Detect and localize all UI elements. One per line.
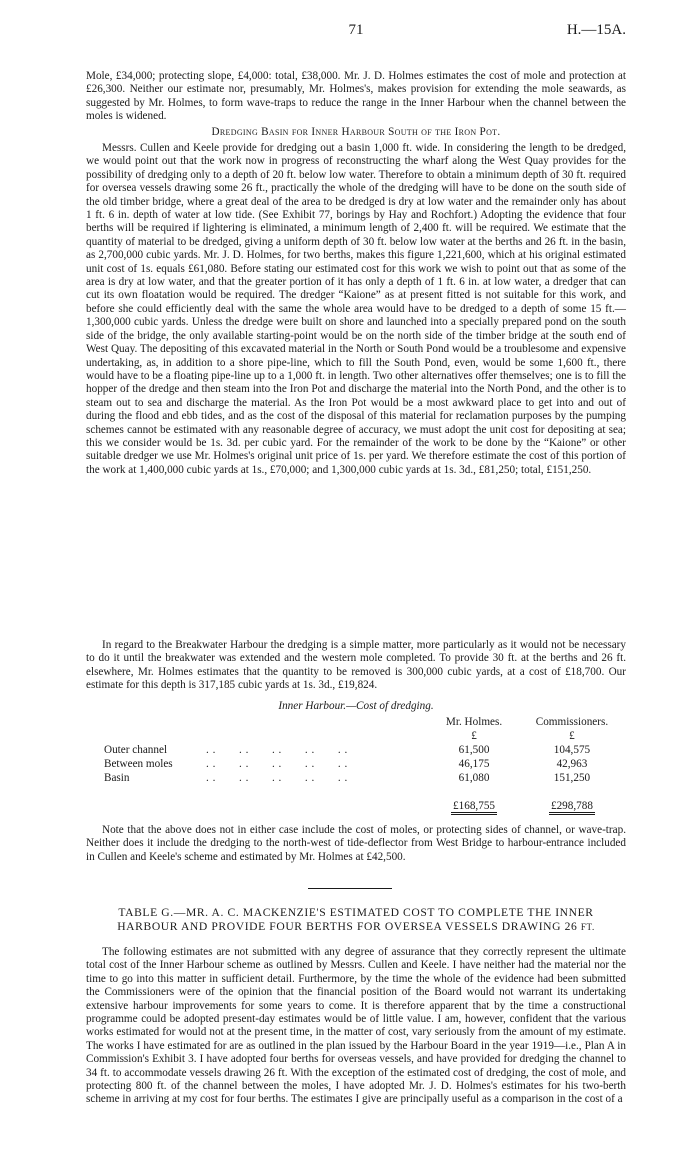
row-value-commissioners: 151,250: [553, 772, 591, 785]
cost-table-caption: Inner Harbour.—Cost of dredging.: [278, 700, 434, 712]
table-g-heading-line1: TABLE G.—MR. A. C. MACKENZIE'S ESTIMATED COST TO COMPLETE THE INNER: [118, 906, 594, 919]
table-g-heading-unit: FT.: [580, 922, 595, 932]
row-value-holmes: 61,080: [458, 772, 490, 785]
cost-of-dredging-table: [86, 716, 626, 814]
paragraph-mole-cost: Mole, £34,000; protecting slope, £4,000: total, £38,000. Mr. J. D. Holmes estimates the cost of mole and protection at £26,300. Neither our estimate nor, presumably, Mr. Holmes's, makes provision for extending the mole seawards, as suggested by Mr. Holmes, to form wave-traps to reduce the range in the Inner Harbour when the channel between the moles is widened.: [86, 70, 626, 123]
paragraph-mackenzie-estimates: The following estimates are not submitted with any degree of assurance that they correctly represent the ultimate total cost of the Inner Harbour scheme as outlined by Messrs. Cullen and Keele. I have neither had the material nor the time to go into this matter in sufficient detail. Furthermore, by the time the whole of the evidence had been submitted the Commissioners were of the opinion that the financial position of the Board would not warrant its undertaking extensive harbour improvements for some years to come. It is therefore apparent that by the time a constructional programme could be adopted present-day estimates would be of little value. I am, however, confident that the various works estimated for would not at the present time, in the matter of cost, vary seriously from the amount of my estimate. The works I have estimated for are as outlined in the plan issued by the Harbour Board in the year 1919—i.e., Plan A in Commission's Exhibit 3. I have adopted four berths for overseas vessels, and have provided for dredging the channel to 34 ft. to accommodate vessels drawing 26 ft. With the exception of the estimated cost of dredging, the cost of mole, and protecting 800 ft. of the channel between the moles, I have adopted Mr. J. D. Holmes's estimates for his two-berth scheme in arriving at my cost for four berths. The estimates I give are principally useful as a comparison in the cost of a: [86, 946, 626, 1106]
row-label: Basin: [104, 772, 130, 785]
column-header-commissioners: Commissioners.: [535, 716, 609, 729]
page-reference: H.—15A.: [566, 22, 626, 38]
table-unit-row: [86, 730, 626, 744]
paragraph-dredging-basin: Messrs. Cullen and Keele provide for dredging out a basin 1,000 ft. wide. In considering the length to be dredged, we would point out that the work now in progress of reconstructing the wharf along the West Quay provides for the possibility of dredging only to a depth of 20 ft. below low water. Therefore to obtain a minimum depth of 30 ft. required for oversea vessels drawing some 26 ft., practically the whole of the dredging will have to be done on the south side of the old timber bridge, where a great deal of the area to be dredged is dry at low water and the remainder only has about 1 ft. 6 in. depth of water at low tide. (See Exhibit 77, borings by Hay and Rochfort.) Adopting the evidence that four berths will be required if lightering is eliminated, a minimum length of 2,400 ft. will be required. We estimate that the quantity of material to be dredged, giving a uniform depth of 30 ft. below low water at the berths and 26 ft. in the basin, as 2,700,000 cubic yards. Mr. J. D. Holmes, for two berths, makes this figure 1,221,600, which at his original estimated unit cost of 1s. equals £61,080. Before stating our estimated cost for this work we wish to point out that as some of the area is dry at low water, and that the greater portion of it has only a depth of 1 ft. 6 in. at low water, a dredger that can cut its own floatation would be required. The dredger “Kaione” as at present fitted is not suitable for this work, and before she could efficiently deal with the same the whole area would have to be dredged to a depth of some 15 ft.—1,300,000 cubic yards. Unless the dredge were built on shore and launched into a specially prepared pond on the south side of the bridge, the only available starting-point would be on the north side of the timber bridge at the south end of West Quay. The depositing of this excavated material in the North or South Pond would be a troublesome and expensive undertaking, as, in addition to a shore pipe-line, which to fill the South Pond, even, would be some 1,600 ft., there would have to be a floating pipe-line up to a 1,000 ft. in length. Two other alternatives offer themselves; one is to fill the hopper of the dredge and then steam into the Iron Pot and discharge the material into the North Pond, and the other is to steam out to sea and discharge the material. As the Iron Pot would be a most awkward place to get into and out of during the flood and ebb tides, and as the cost of the disposal of this material for reclamation purposes by the pumping schemes cannot be estimated with any reasonable degree of accuracy, we must adopt the unit cost for depositing at sea; this we consider would be 1s. 3d. per cubic yard. For the remainder of the work to be done by the “Kaione” or other suitable dredger we use Mr. Holmes's original unit price of 1s. per yard. We therefore estimate the cost of this portion of the work at 1,400,000 cubic yards at 1s., £70,000; and 1,300,000 cubic yards at 1s. 3d., £81,250; total, £151,250.: [86, 142, 626, 476]
dot-leader: . . . . . . . . . .: [206, 772, 348, 785]
row-value-holmes: 61,500: [458, 744, 490, 757]
section-divider: [308, 888, 392, 889]
row-value-commissioners: 42,963: [556, 758, 588, 771]
table-g-heading: [86, 906, 626, 934]
section-heading-dredging-basin: Dredging Basin for Inner Harbour South of the Iron Pot.: [211, 126, 501, 138]
table-spacer-row: [86, 786, 626, 800]
total-commissioners: £298,788: [549, 800, 595, 815]
page-number: 71: [348, 22, 364, 38]
paragraph-note-exclusions: Note that the above does not in either case include the cost of moles, or protecting sides of channel, or wave-trap. Neither does it include the dredging to the north-west of tide-deflector from West Bridge to harbour-entrance included in Cullen and Keele's scheme and estimated by Mr. Holmes at £42,500.: [86, 824, 626, 863]
total-holmes: £168,755: [451, 800, 497, 815]
row-value-holmes: 46,175: [458, 758, 490, 771]
column-header-holmes: Mr. Holmes.: [445, 716, 503, 729]
page-header: [86, 24, 626, 48]
table-row: [86, 772, 626, 786]
table-total-row: [86, 800, 626, 814]
unit-commissioners: £: [569, 730, 575, 743]
paragraph-breakwater-harbour: In regard to the Breakwater Harbour the dredging is a simple matter, more particularly as it would not be necessary to do it until the breakwater was extended and the western mole completed. To provide 30 ft. at the berths and 26 ft. elsewhere, Mr. Holmes estimates that the quantity to be removed is 300,000 cubic yards, at a cost of £18,700. Our estimate for this depth is 317,185 cubic yards at 1s. 3d., £19,824.: [86, 639, 626, 692]
table-header-row: [86, 716, 626, 730]
table-g-heading-line2: HARBOUR AND PROVIDE FOUR BERTHS FOR OVERSEA VESSELS DRAWING 26: [117, 920, 578, 933]
table-row: [86, 758, 626, 772]
dot-leader: . . . . . . . . . .: [206, 758, 348, 771]
table-row: [86, 744, 626, 758]
row-label: Between moles: [104, 758, 173, 771]
unit-holmes: £: [471, 730, 477, 743]
row-value-commissioners: 104,575: [553, 744, 591, 757]
row-label: Outer channel: [104, 744, 168, 757]
dot-leader: . . . . . . . . . .: [206, 744, 348, 757]
